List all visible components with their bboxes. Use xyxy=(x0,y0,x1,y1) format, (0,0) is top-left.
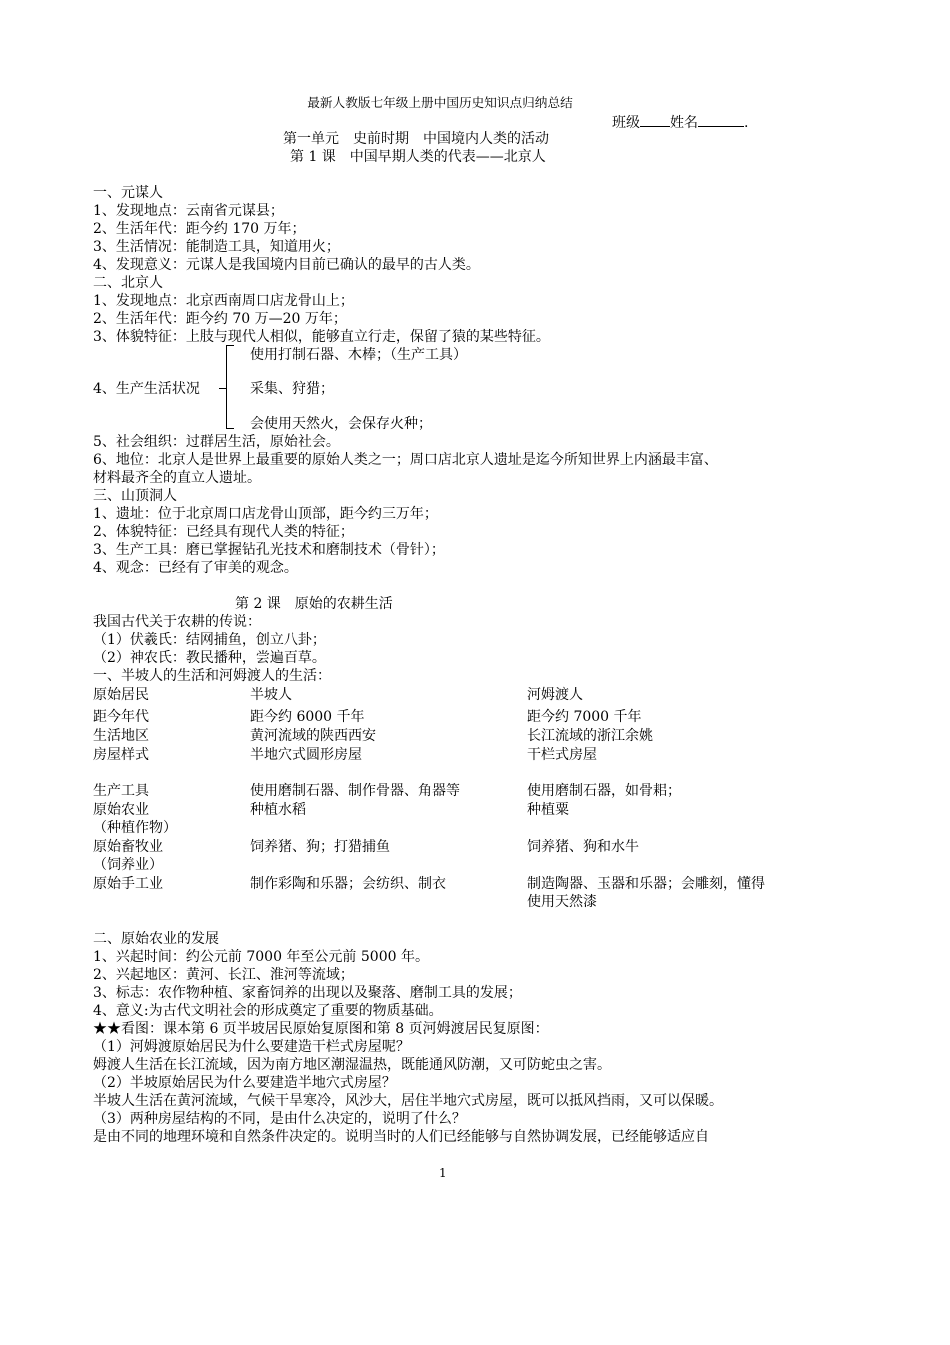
list-item: 2、生活年代：距今约 170 万年； xyxy=(93,221,306,237)
table-cell: 干栏式房屋 xyxy=(527,747,597,763)
table-cell: 黄河流域的陕西西安 xyxy=(250,728,376,744)
class-blank[interactable] xyxy=(640,112,670,127)
life-item: 使用打制石器、木棒；（生产工具） xyxy=(250,347,467,363)
qa-line: 是由不同的地理环境和自然条件决定的。说明当时的人们已经能够与自然协调发展，已经能够适应自 xyxy=(93,1129,709,1145)
document-title: 最新人教版七年级上册中国历史知识点归纳总结 xyxy=(307,95,573,110)
list-item: 1、兴起时间：约公元前 7000 年至公元前 5000 年。 xyxy=(93,949,429,965)
list-item: 4、发现意义：元谋人是我国境内目前已确认的最早的古人类。 xyxy=(93,257,480,273)
table-header: 半坡人 xyxy=(250,687,292,703)
table-cell: 距今年代 xyxy=(93,709,149,725)
table-header: 原始居民 xyxy=(93,687,149,703)
table-cell: 原始畜牧业 xyxy=(93,839,163,855)
table-cell: 制作彩陶和乐器；会纺织、制衣 xyxy=(250,876,446,892)
table-cell: 生活地区 xyxy=(93,728,149,744)
list-item: 2、生活年代：距今约 70 万—20 万年； xyxy=(93,311,347,327)
table-cell: 饲养猪、狗和水牛 xyxy=(527,839,639,855)
page-number: 1 xyxy=(439,1166,447,1180)
list-item: （2）神农氏：教民播种，尝遍百草。 xyxy=(93,650,326,666)
table-cell: 原始手工业 xyxy=(93,876,163,892)
qa-line: ★★看图：课本第 6 页半坡居民原始复原图和第 8 页河姆渡居民复原图： xyxy=(93,1021,549,1037)
unit-title: 第一单元 史前时期 中国境内人类的活动 xyxy=(283,131,549,147)
class-name-fields xyxy=(612,112,748,132)
table-cell: 长江流域的浙江余姚 xyxy=(527,728,653,744)
table-cell: 饲养猪、狗；打猎捕鱼 xyxy=(250,839,390,855)
table-cell: 种植水稻 xyxy=(250,802,306,818)
list-item: 6、地位：北京人是世界上最重要的原始人类之一；周口店北京人遗址是迄今所知世界上内涵最丰富、 xyxy=(93,452,718,468)
list-item: 1、发现地点：云南省元谋县； xyxy=(93,203,284,219)
table-cell: 半地穴式圆形房屋 xyxy=(250,747,362,763)
name-label: 姓名 xyxy=(670,115,698,131)
table-cell: 生产工具 xyxy=(93,783,149,799)
list-item: 1、发现地点：北京西南周口店龙骨山上； xyxy=(93,293,354,309)
table-cell: 使用磨制石器，如骨耜； xyxy=(527,783,681,799)
table-cell: 房屋样式 xyxy=(93,747,149,763)
table-cell: 使用天然漆 xyxy=(527,894,597,910)
list-item: 3、生活情况：能制造工具，知道用火； xyxy=(93,239,340,255)
life-item: 会使用天然火，会保存火种； xyxy=(250,416,432,432)
intro-line: 我国古代关于农耕的传说： xyxy=(93,614,261,630)
life-label: 4、生产生活状况 xyxy=(93,381,200,397)
list-item: 2、体貌特征：已经具有现代人类的特征； xyxy=(93,524,354,540)
table-cell: 距今约 7000 千年 xyxy=(527,709,642,725)
name-blank[interactable] xyxy=(698,112,744,127)
lesson1-title: 第 1 课 中国早期人类的代表——北京人 xyxy=(290,149,546,165)
table-cell: （种植作物） xyxy=(93,820,177,836)
end-mark: . xyxy=(744,115,749,131)
lesson2-title: 第 2 课 原始的农耕生活 xyxy=(235,596,393,612)
table-cell: （饲养业） xyxy=(93,857,163,873)
list-item: 5、社会组织：过群居生活，原始社会。 xyxy=(93,434,340,450)
table-cell: 使用磨制石器、制作骨器、角器等 xyxy=(250,783,460,799)
qa-line: 姆渡人生活在长江流域，因为南方地区潮湿温热，既能通风防潮，又可防蛇虫之害。 xyxy=(93,1057,611,1073)
list-item: 材料最齐全的直立人遗址。 xyxy=(93,470,261,486)
section-heading: 三、山顶洞人 xyxy=(93,488,177,504)
section-heading: 二、原始农业的发展 xyxy=(93,931,219,947)
table-cell: 距今约 6000 千年 xyxy=(250,709,365,725)
list-item: 4、意义:为古代文明社会的形成奠定了重要的物质基础。 xyxy=(93,1003,443,1019)
list-item: （1）伏羲氏：结网捕鱼，创立八卦； xyxy=(93,632,326,648)
class-label: 班级 xyxy=(612,115,640,131)
section-heading: 二、北京人 xyxy=(93,275,163,291)
qa-line: （1）河姆渡原始居民为什么要建造干栏式房屋呢？ xyxy=(93,1039,410,1055)
table-cell: 制造陶器、玉器和乐器；会雕刻，懂得 xyxy=(527,876,765,892)
list-item: 3、标志：农作物种植、家畜饲养的出现以及聚落、磨制工具的发展； xyxy=(93,985,522,1001)
table-header: 河姆渡人 xyxy=(527,687,583,703)
list-item: 2、兴起地区：黄河、长江、淮河等流域； xyxy=(93,967,354,983)
life-item: 采集、狩猎； xyxy=(250,381,334,397)
list-item: 4、观念：已经有了审美的观念。 xyxy=(93,560,298,576)
list-item: 3、生产工具：磨已掌握钻孔光技术和磨制技术（骨针）； xyxy=(93,542,445,558)
qa-line: （3）两种房屋结构的不同，是由什么决定的，说明了什么？ xyxy=(93,1111,466,1127)
list-item: 3、体貌特征：上肢与现代人相似，能够直立行走，保留了猿的某些特征。 xyxy=(93,329,550,345)
qa-line: （2）半坡原始居民为什么要建造半地穴式房屋？ xyxy=(93,1075,396,1091)
table-cell: 种植粟 xyxy=(527,802,569,818)
qa-line: 半坡人生活在黄河流域，气候干旱寒冷，风沙大，居住半地穴式房屋，既可以抵风挡雨，又可以保暖。 xyxy=(93,1093,723,1109)
table-cell: 原始农业 xyxy=(93,802,149,818)
section-heading: 一、半坡人的生活和河姆渡人的生活： xyxy=(93,668,331,684)
list-item: 1、遗址：位于北京周口店龙骨山顶部，距今约三万年； xyxy=(93,506,438,522)
section-heading: 一、元谋人 xyxy=(93,185,163,201)
